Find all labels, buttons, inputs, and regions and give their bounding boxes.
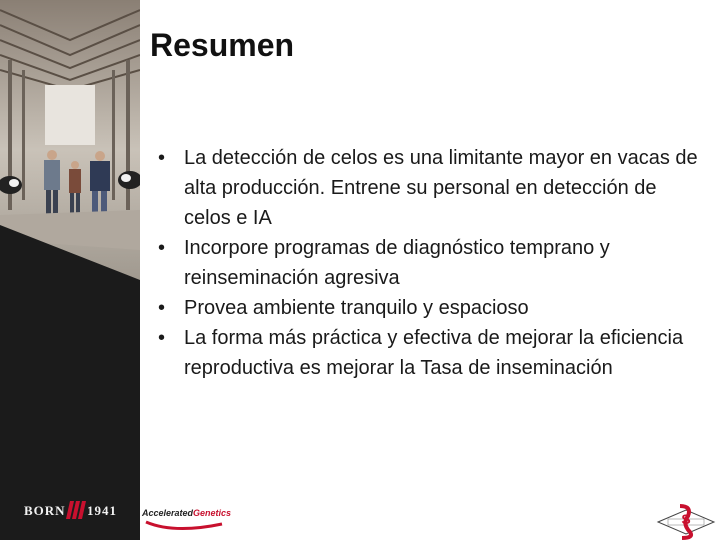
- genetics-word: Genetics: [193, 508, 232, 518]
- bullet-item: • Incorpore programas de diagnóstico temprano y reinseminación agresiva: [158, 233, 703, 293]
- select-sires-logo: [656, 502, 716, 540]
- accelerated-genetics-text: [142, 508, 231, 518]
- flag-stripes-icon: [66, 501, 86, 519]
- accelerated-word: Accelerated: [142, 508, 194, 518]
- year-logo-text: 1941: [87, 503, 117, 518]
- accelerated-genetics-logo: [140, 500, 236, 536]
- bullet-item: • Provea ambiente tranquilo y espacioso: [158, 293, 703, 323]
- slide-title: Resumen: [150, 27, 295, 63]
- bullet-item: • La forma más práctica y efectiva de mejorar la eficiencia reproductiva es mejorar la Tasa de inseminación: [158, 323, 703, 383]
- born-1941-logo: [24, 500, 120, 522]
- left-panel: [0, 0, 140, 540]
- swoosh-icon: [144, 520, 224, 534]
- slide-content: [140, 0, 720, 540]
- born-logo-text: BORN: [24, 503, 66, 518]
- svg-text:S: S: [681, 511, 691, 527]
- bullet-list: [158, 143, 703, 383]
- barn-photo: [0, 0, 140, 300]
- bullet-item: • La detección de celos es una limitante mayor en vacas de alta producción. Entrene su personal en detección de celos e IA: [158, 143, 703, 233]
